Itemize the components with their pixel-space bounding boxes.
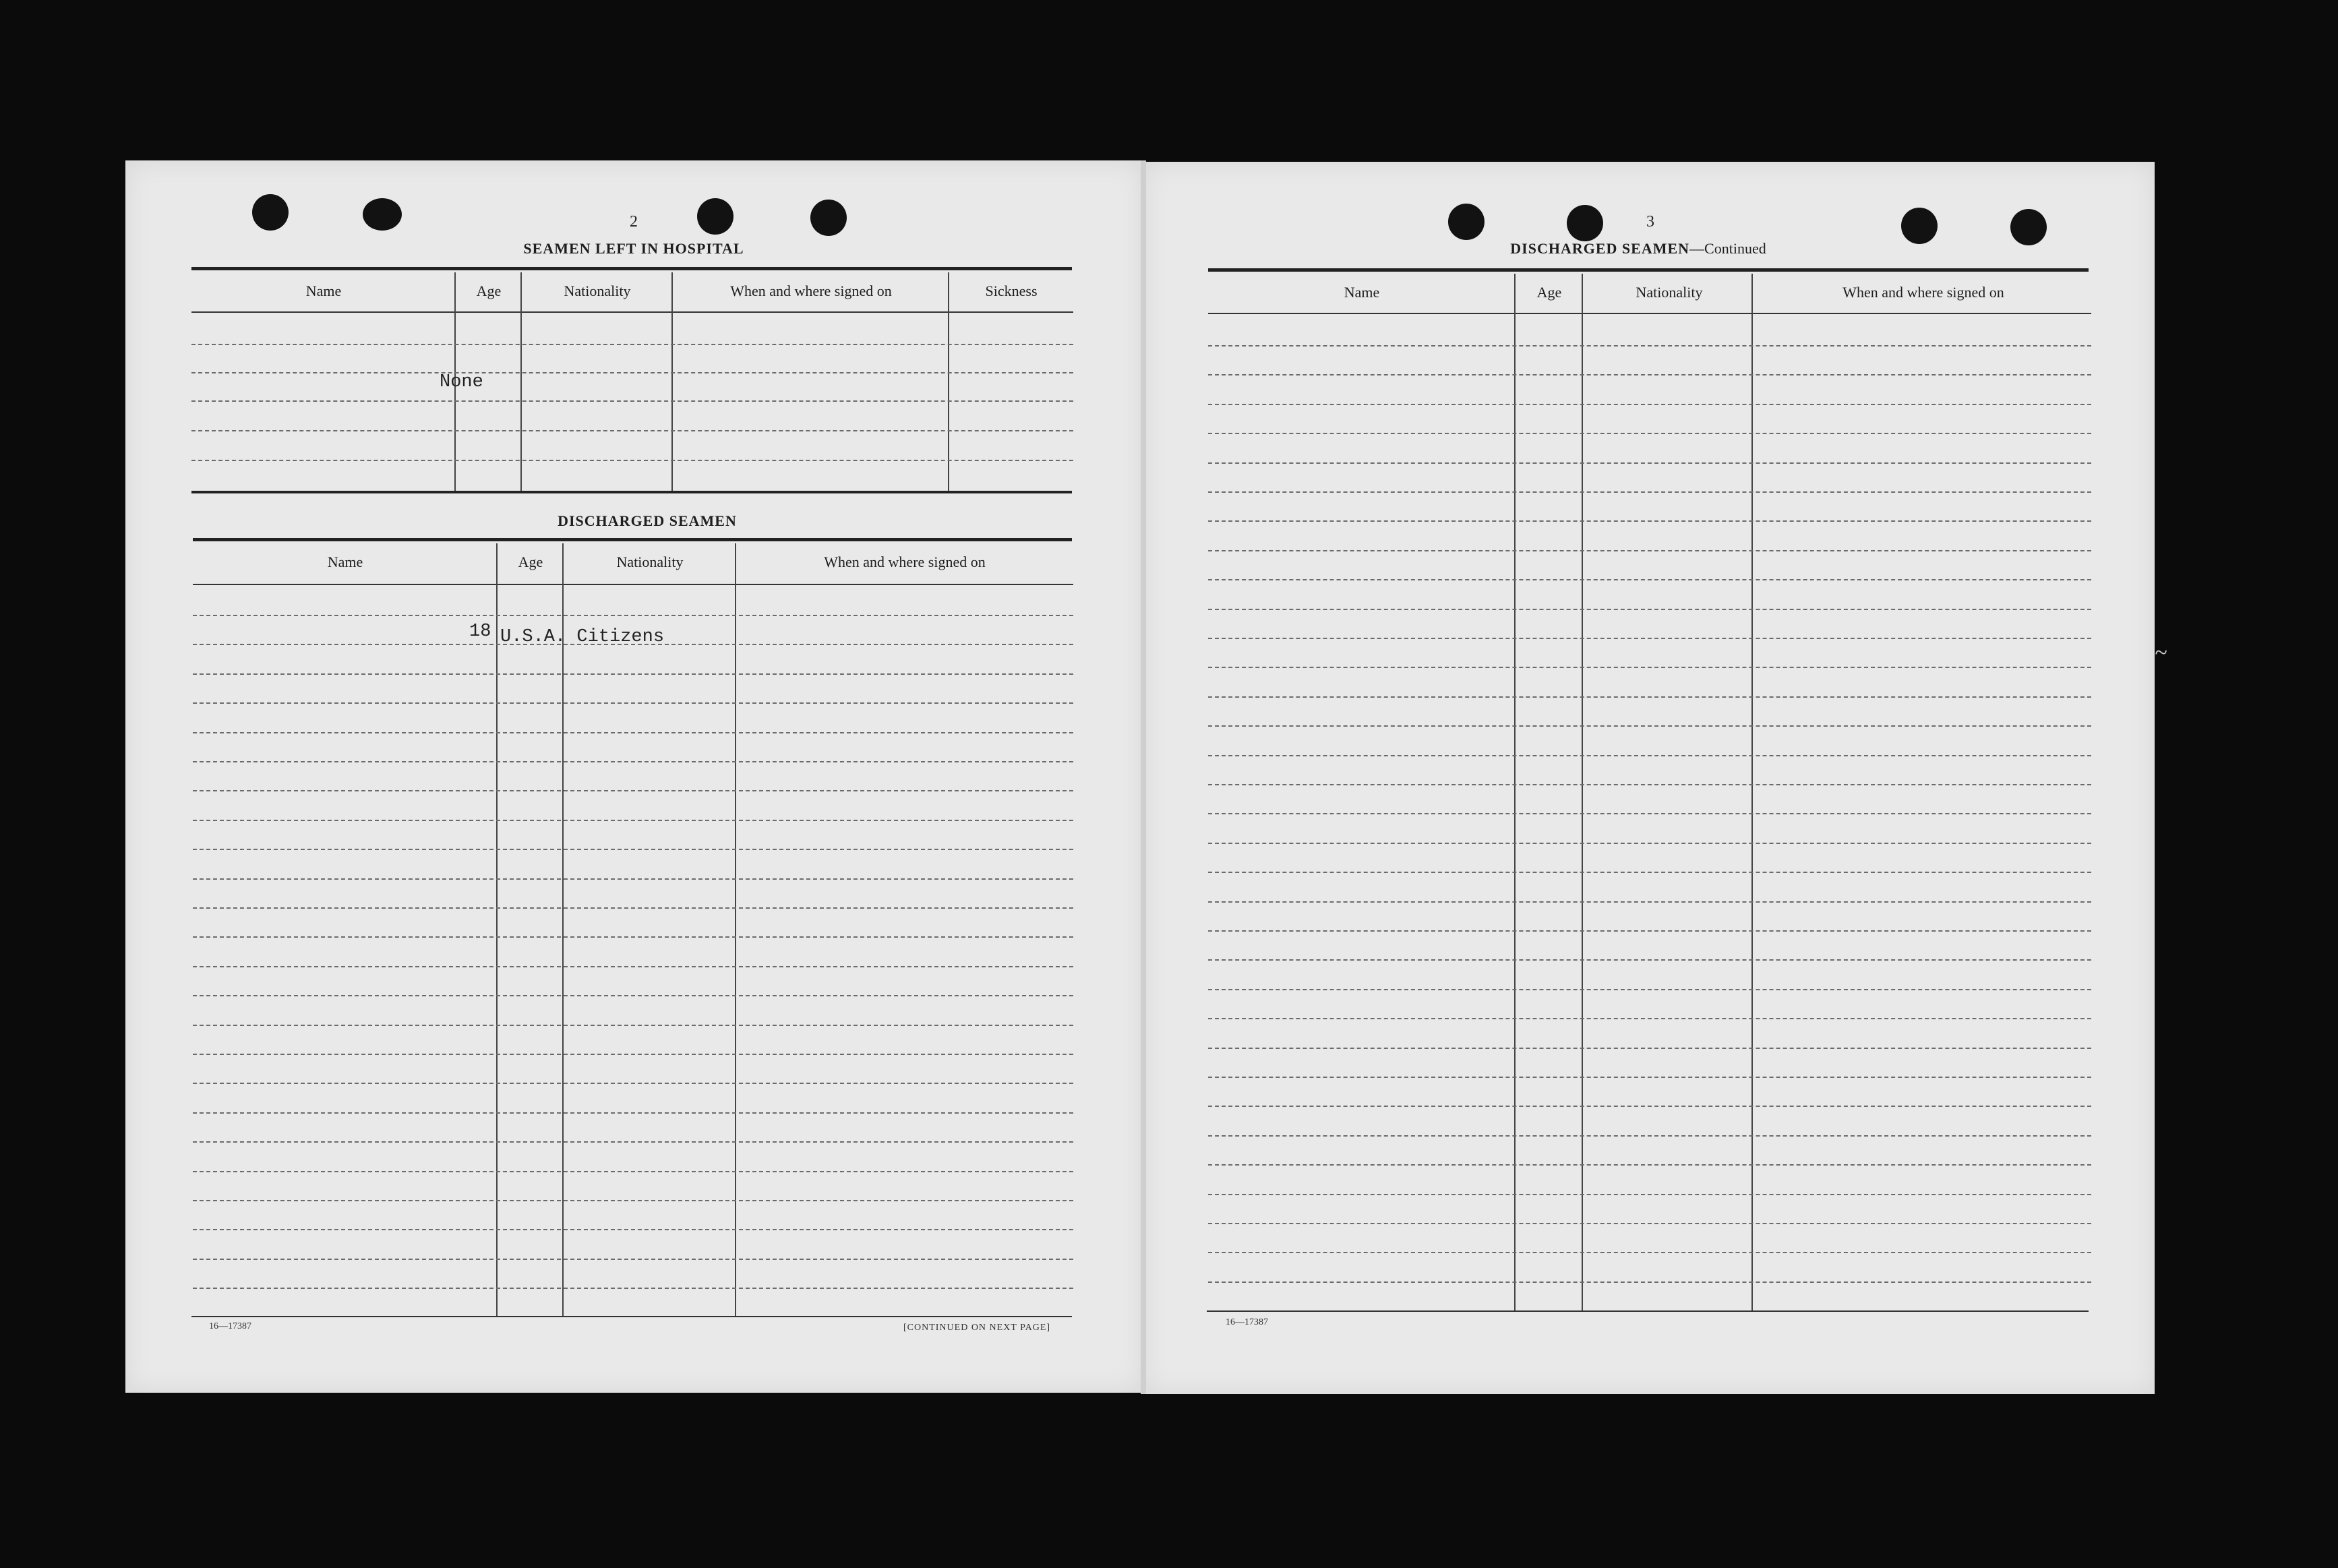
table-row: [1208, 696, 2091, 698]
table-row: [191, 460, 1073, 461]
table-row: [1208, 579, 2091, 580]
column-header-sickness: Sickness: [985, 282, 1038, 299]
table-row: [193, 761, 1073, 762]
discharged-continued-table: [1208, 274, 2091, 1310]
table-row: [193, 615, 1073, 616]
punch-hole: [1901, 208, 1938, 244]
table-row: [193, 849, 1073, 850]
punch-hole: [363, 198, 402, 231]
page-number: 2: [630, 213, 638, 231]
table-row: [1208, 550, 2091, 551]
table-row: [1208, 872, 2091, 873]
table-row: [1208, 345, 2091, 346]
table-row: [1208, 930, 2091, 932]
table-row: [193, 1229, 1073, 1230]
column-header-age: Age: [518, 553, 543, 570]
table-row: [193, 1259, 1073, 1260]
column-header-signed-on: When and where signed on: [824, 553, 986, 570]
table-bottom-rule: [191, 1316, 1072, 1317]
table-row: [1208, 755, 2091, 756]
table-row: [1208, 901, 2091, 903]
table-row: [193, 732, 1073, 733]
table-row: [1208, 843, 2091, 844]
table-row: [191, 430, 1073, 431]
discharged-table: [193, 543, 1073, 1316]
table-row: [1208, 1048, 2091, 1049]
table-row: [193, 936, 1073, 938]
punch-hole: [810, 200, 847, 236]
table-row: [193, 1112, 1073, 1114]
section-title-hospital: SEAMEN LEFT IN HOSPITAL: [523, 240, 744, 257]
header-rule: [193, 584, 1073, 585]
table-row: [1208, 1252, 2091, 1253]
section-title-discharged-continued: [1449, 240, 1827, 258]
column-header-age: Age: [476, 282, 502, 299]
table-row: [193, 702, 1073, 704]
section-title-text: DISCHARGED SEAMEN: [1510, 240, 1690, 257]
table-row: [191, 400, 1073, 402]
section-title-suffix: —Continued: [1689, 240, 1766, 257]
table-row: [193, 820, 1073, 821]
table-row: [193, 1025, 1073, 1026]
punch-hole: [1448, 204, 1485, 240]
header-rule: [191, 311, 1073, 313]
table-row: [193, 995, 1073, 996]
table-row: [193, 966, 1073, 967]
section-title-discharged: DISCHARGED SEAMEN: [558, 512, 737, 529]
page-number: 3: [1646, 213, 1654, 231]
column-divider: [520, 272, 522, 491]
table-row: [1208, 1194, 2091, 1195]
table-row: [1208, 1106, 2091, 1107]
section-rule: [193, 538, 1072, 541]
table-row: [1208, 989, 2091, 990]
table-row: [1208, 959, 2091, 961]
table-row: [1208, 1281, 2091, 1283]
table-row: [1208, 433, 2091, 434]
table-row: [1208, 462, 2091, 464]
table-row: [1208, 1164, 2091, 1166]
column-header-age: Age: [1536, 284, 1562, 301]
hospital-table: [191, 272, 1073, 493]
table-row: [1208, 667, 2091, 668]
table-row: [193, 907, 1073, 909]
column-divider: [1751, 274, 1753, 1310]
table-row: [1208, 374, 2091, 375]
column-header-nationality: Nationality: [616, 553, 684, 570]
table-row: [1208, 813, 2091, 814]
table-row: [193, 673, 1073, 675]
table-row: [193, 1171, 1073, 1172]
margin-scribble: ~: [2155, 640, 2167, 665]
section-rule: [191, 267, 1072, 270]
section-rule: [1208, 268, 2089, 272]
punch-hole: [1567, 205, 1603, 241]
table-row: [193, 1083, 1073, 1084]
table-row: [1208, 1223, 2091, 1224]
hospital-entry: None: [440, 372, 483, 392]
table-row: [1208, 404, 2091, 405]
column-header-signed-on: When and where signed on: [1842, 284, 2004, 301]
table-row: [1208, 638, 2091, 639]
table-row: [193, 1141, 1073, 1143]
table-row: [193, 1288, 1073, 1289]
table-row: [1208, 609, 2091, 610]
form-number: 16—17387: [209, 1321, 251, 1331]
table-row: [1208, 1018, 2091, 1019]
table-row: [1208, 725, 2091, 727]
table-row: [1208, 1077, 2091, 1078]
table-row: [1208, 784, 2091, 785]
column-header-name: Name: [305, 282, 342, 299]
table-row: [1208, 1135, 2091, 1137]
punch-hole: [252, 194, 289, 231]
section-rule: [191, 491, 1072, 493]
column-divider: [671, 272, 673, 491]
page-gutter: [1141, 160, 1146, 1394]
column-header-nationality: Nationality: [564, 282, 631, 299]
punch-hole: [697, 198, 733, 235]
form-number: 16—17387: [1226, 1317, 1268, 1327]
column-divider: [1582, 274, 1583, 1310]
column-header-name: Name: [327, 553, 363, 570]
table-row: [1208, 491, 2091, 493]
discharged-nationality: U.S.A. Citizens: [500, 627, 665, 647]
table-row: [193, 1200, 1073, 1201]
table-row: [191, 372, 1073, 373]
continued-note: [CONTINUED ON NEXT PAGE]: [903, 1323, 1051, 1333]
table-row: [193, 1054, 1073, 1055]
column-divider: [948, 272, 949, 491]
discharged-count: 18: [469, 622, 491, 642]
column-header-name: Name: [1344, 284, 1380, 301]
column-divider: [1514, 274, 1516, 1310]
table-row: [1208, 520, 2091, 522]
header-rule: [1208, 313, 2091, 314]
table-row: [193, 790, 1073, 791]
table-row: [193, 878, 1073, 880]
column-header-nationality: Nationality: [1636, 284, 1703, 301]
column-header-signed-on: When and where signed on: [730, 282, 892, 299]
table-row: [191, 344, 1073, 345]
table-bottom-rule: [1207, 1310, 2089, 1312]
punch-hole: [2010, 209, 2047, 245]
